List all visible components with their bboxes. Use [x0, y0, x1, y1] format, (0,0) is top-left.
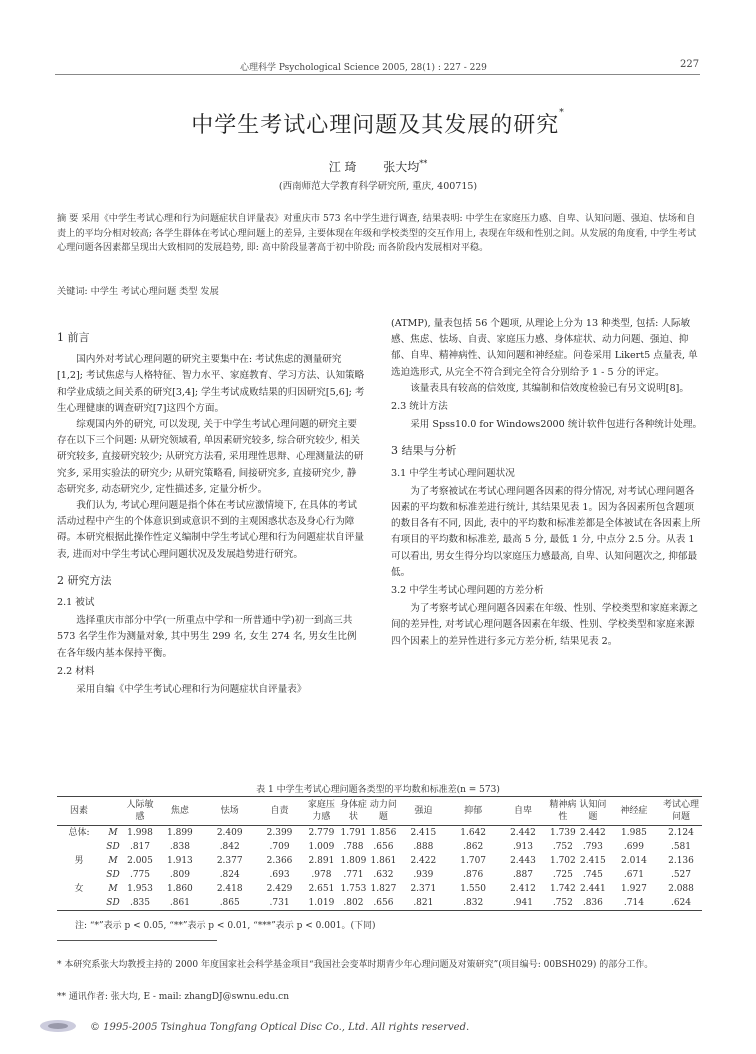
table-caption: 表 1 中学生考试心理问题各类型的平均数和标准差(n = 573)	[256, 785, 500, 795]
column-header: 身体症状	[339, 800, 367, 822]
table-row	[57, 840, 702, 854]
table-cell: 2.366	[266, 856, 293, 866]
table-cell: 1.009	[308, 842, 335, 852]
table-cell: .745	[582, 870, 603, 880]
column-header: 精神病性	[549, 800, 577, 822]
table-note: 注: “*”表示 p < 0.05, “**”表示 p < 0.01, “***”表示 p < 0.001。(下同)	[75, 921, 376, 931]
table-cell: 1.998	[127, 828, 153, 838]
table-cell: .802	[343, 898, 364, 908]
table-cell: 1.742	[549, 884, 576, 894]
paragraph: 选择重庆市部分中学(一所重点中学和一所普通中学)初一到高三共 573 名学生作为测量对象, 其中男生 299 名, 女生 274 名, 男女生比例在各年级内基本保持平衡。	[57, 615, 357, 659]
column-header: 抑郁	[464, 806, 483, 816]
table-cell: .939	[413, 870, 434, 880]
column-header: 考试心理问题	[662, 800, 699, 822]
table-cell: 1.739	[549, 828, 576, 838]
table-cell: 2.418	[216, 884, 243, 894]
table-cell: .824	[219, 870, 240, 880]
table-cell: .835	[129, 898, 151, 908]
table-cell: 2.377	[216, 856, 243, 866]
table-cell: .788	[343, 842, 364, 852]
table-cell: .671	[623, 870, 644, 880]
table-row	[57, 826, 702, 841]
table-cell: .978	[311, 870, 332, 880]
table-cell: 2.442	[579, 828, 606, 838]
column-header: 神经症	[620, 806, 648, 816]
table-cell: 1.913	[167, 856, 193, 866]
table-cell: .771	[343, 870, 364, 880]
table-cell: 1.702	[549, 856, 576, 866]
table-cell: 1.809	[340, 856, 367, 866]
table-cell: .876	[463, 870, 484, 880]
author-1: 江 琦	[328, 160, 357, 174]
table-cell: 1.827	[370, 884, 397, 894]
table-cell: 2.399	[266, 828, 293, 838]
table-cell: 2.005	[127, 856, 153, 866]
table-cell: .941	[512, 898, 533, 908]
table-cell: .624	[670, 898, 692, 908]
table-cell	[57, 840, 101, 854]
table-cell: 1.753	[340, 884, 367, 894]
table-cell: SD	[106, 842, 120, 852]
table-cell: 2.442	[510, 828, 536, 838]
column-header: 焦虑	[170, 806, 189, 816]
table-cell: 2.651	[308, 884, 335, 894]
paragraph: 该量表具有较高的信效度, 其编制和信效度检验已有另文说明[8]。	[410, 382, 689, 394]
table-cell: 2.429	[266, 884, 293, 894]
subsection-2-2-heading: 2.2 材料	[57, 665, 95, 677]
table-cell: 女	[74, 884, 84, 894]
table-cell: 1.985	[621, 828, 647, 838]
table-cell: .832	[463, 898, 484, 908]
table-cell: 2.441	[579, 884, 606, 894]
table-cell: 2.779	[308, 828, 335, 838]
table-cell: .656	[373, 842, 394, 852]
table-cell: .838	[169, 842, 190, 852]
footnote-rule	[57, 940, 217, 941]
table-cell: 2.136	[668, 856, 694, 866]
table-cell: 1.856	[370, 828, 397, 838]
table-cell: 1.927	[621, 884, 647, 894]
table-cell: 1.707	[460, 856, 487, 866]
table-cell: .632	[373, 870, 394, 880]
page-number: 227	[680, 59, 700, 70]
table-cell: 2.412	[510, 884, 536, 894]
paragraph: (ATMP), 量表包括 56 个题项, 从理论上分为 13 种类型, 包括: 人际敏感、焦虑、怯场、自责、家庭压力感、身体症状、动力问题、强迫、抑郁、自卑、精神病性、认知问题和神经症。问卷采用 Likert5 点量表, 单选迫选形式, 从完全不符合到完全符合分别给予 1 - 5 分的评定。	[391, 318, 698, 378]
table-cell: .862	[463, 842, 484, 852]
table-cell: 1.019	[308, 898, 335, 908]
table-cell: M	[108, 856, 118, 866]
table-cell: .775	[129, 870, 151, 880]
table-cell: .821	[413, 898, 434, 908]
table-cell: .752	[552, 898, 573, 908]
table-cell: SD	[106, 898, 120, 908]
table-cell: 1.899	[167, 828, 193, 838]
footnote-1: * 本研究系张大均教授主持的 2000 年度国家社会科学基金项目“我国社会变革时期青少年心理问题及对策研究”(项目编号: 00BSH029) 的部分工作。	[57, 960, 654, 970]
column-header: 自责	[270, 806, 289, 816]
table-cell: 1.861	[370, 856, 397, 866]
table-cell: 2.422	[410, 856, 437, 866]
table-header-row	[57, 797, 702, 826]
copyright-notice: © 1995-2005 Tsinghua Tongfang Optical Disc Co., Ltd. All rights reserved.	[90, 1022, 470, 1033]
subsection-3-1-heading: 3.1 中学生考试心理问题状况	[391, 467, 515, 479]
right-column	[391, 316, 703, 650]
keywords: 关键词: 中学生 考试心理问题 类型 发展	[57, 286, 219, 297]
author-2-mark: **	[419, 159, 428, 168]
publisher-logo	[38, 1018, 78, 1034]
affiliation: (西南师范大学教育科学研究所, 重庆, 400715)	[278, 181, 478, 192]
table-cell: 2.371	[410, 884, 437, 894]
table-cell: .693	[269, 870, 290, 880]
section-3-heading: 3 结果与分析	[391, 444, 457, 458]
column-header: 自卑	[513, 806, 532, 816]
table-cell: .527	[670, 870, 692, 880]
running-header: 心理科学 Psychological Science 2005, 28(1) : 227 - 229	[240, 63, 487, 73]
results-table	[57, 796, 702, 911]
table-cell: 1.953	[127, 884, 153, 894]
paragraph: 为了考察考试心理问题各因素在年级、性别、学校类型和家庭来源之间的差异性, 对考试心理问题各因素在年级、性别、学校类型和家庭来源四个因素上的差异性进行多元方差分析, 结果见表 2。	[391, 603, 698, 647]
table-cell: .887	[512, 870, 533, 880]
table-cell: .709	[269, 842, 290, 852]
subsection-2-1-heading: 2.1 被试	[57, 597, 95, 609]
header-rule	[55, 74, 700, 75]
table-cell: 2.409	[216, 828, 243, 838]
paragraph: 国内外对考试心理问题的研究主要集中在: 考试焦虑的测量研究[1,2]; 考试焦虑与人格特征、智力水平、家庭教育、学习方法、认知策略和学业成绩之间关系的研究[3,4]; 学生考试成败结果的归因研究[5,6]; 考生心理健康的调查研究[7]这四个方面。	[57, 354, 365, 414]
table-cell: 1.791	[340, 828, 367, 838]
table-row	[57, 882, 702, 896]
abstract: 摘 要 采用《中学生考试心理和行为问题症状自评量表》对重庆市 573 名中学生进行调查, 结果表明: 中学生在家庭压力感、自卑、认知问题、强迫、怯场和自责上的平均分相对较高; 各学生群体在考试心理问题上的差异, 主要体现在年级和学校类型的交互作用上, 表现在年级和性别之间。从发展的角度看, 中学生考试心理问题各因素都呈现出大致相同的发展趋势, 即: 高中阶段显著高于初中阶段; 而各阶段内发展相对平稳。	[57, 213, 697, 253]
table-cell: .752	[552, 842, 573, 852]
column-header: 人际敏感	[126, 800, 154, 822]
table-cell: .888	[413, 842, 434, 852]
table-cell: .836	[582, 898, 603, 908]
table-cell: .809	[169, 870, 190, 880]
footnote-2: ** 通讯作者: 张大均, E - mail: zhangDJ@swnu.edu.cn	[57, 992, 290, 1002]
table-cell: .865	[219, 898, 240, 908]
table-cell: SD	[106, 870, 120, 880]
table-cell: 总体:	[68, 828, 90, 838]
table-cell: .725	[552, 870, 573, 880]
left-column	[57, 320, 365, 698]
table-cell: .793	[582, 842, 603, 852]
table-cell: M	[108, 828, 118, 838]
column-header: 因素	[69, 806, 88, 816]
column-header	[101, 797, 125, 826]
title-footnote-mark: *	[559, 108, 565, 118]
table-cell: .699	[623, 842, 644, 852]
title-text: 中学生考试心理问题及其发展的研究	[191, 113, 560, 138]
table-cell: .731	[269, 898, 290, 908]
table-cell: 2.891	[308, 856, 335, 866]
column-header: 强迫	[414, 806, 433, 816]
table-cell: M	[108, 884, 118, 894]
table-cell: 2.443	[510, 856, 536, 866]
column-header: 家庭压力感	[307, 800, 335, 822]
paragraph: 采用自编《中学生考试心理和行为问题症状自评量表》	[76, 684, 307, 696]
table-cell: .714	[623, 898, 644, 908]
column-header: 动力问题	[369, 800, 397, 822]
table-cell: 2.415	[410, 828, 437, 838]
subsection-2-3-heading: 2.3 统计方法	[391, 401, 448, 413]
table-cell: .656	[373, 898, 394, 908]
column-header: 怯场	[220, 806, 239, 816]
subsection-3-2-heading: 3.2 中学生考试心理问题的方差分析	[391, 585, 544, 597]
author-2: 张大均	[383, 160, 420, 174]
section-1-heading: 1 前言	[57, 331, 90, 344]
table-cell: .842	[219, 842, 240, 852]
table-row	[57, 868, 702, 882]
table-row	[57, 896, 702, 911]
table-cell: 2.415	[579, 856, 606, 866]
table-cell: 2.124	[668, 828, 694, 838]
section-2-heading: 2 研究方法	[57, 573, 112, 587]
paper-title	[0, 108, 756, 139]
table-cell: 2.088	[668, 884, 694, 894]
column-header: 认知问题	[579, 800, 607, 822]
table-cell: 1.550	[460, 884, 487, 894]
table-row	[57, 854, 702, 868]
table-cell: .913	[512, 842, 533, 852]
paragraph: 我们认为, 考试心理问题是指个体在考试应激情境下, 在具体的考试活动过程中产生的个体意识到或意识不到的主观困惑状态及身心行为障碍。本研究根据此操作性定义编制中学生考试心理和行为问题症状自评量表, 进而对中学生考试心理问题状况及发展趋势进行研究。	[57, 500, 364, 560]
table-cell: 1.642	[460, 828, 487, 838]
table-cell	[57, 868, 101, 882]
table-cell: .861	[169, 898, 190, 908]
table-cell: 男	[74, 856, 84, 866]
table-cell: 2.014	[621, 856, 647, 866]
paragraph: 综观国内外的研究, 可以发现, 关于中学生考试心理问题的研究主要存在以下三个问题: 从研究领域看, 单因素研究较多, 综合研究较少, 相关研究较多, 直接研究较少; 从研究方法看, 采用理性思辩、心理测量法的研究多, 采用实验法的研究少; 从研究策略看, 间接研究多, 直接研究少, 静态研究多, 动态研究少, 定性描述多, 定量分析少。	[57, 419, 364, 495]
paragraph: 为了考察被试在考试心理问题各因素的得分情况, 对考试心理问题各因素的平均数和标准差进行统计, 其结果见表 1。因为各因素所包含题项的数目各有不同, 因此, 表中的平均数和标准差都是全体被试在各因素上所有项目的平均数和标准差, 最高 5 分, 最低 1 分, 中点分 2.5 分。从表 1 可以看出, 男女生得分均以家庭压力感最高, 自卑、认知问题次之, 抑郁最低。	[391, 485, 701, 578]
paragraph: 采用 Spss10.0 for Windows2000 统计软件包进行各种统计处理。	[410, 419, 703, 431]
table-cell	[57, 896, 101, 911]
table-cell: .581	[670, 842, 692, 852]
authors	[0, 158, 756, 175]
table-cell: 1.860	[167, 884, 193, 894]
table-cell: .817	[129, 842, 151, 852]
